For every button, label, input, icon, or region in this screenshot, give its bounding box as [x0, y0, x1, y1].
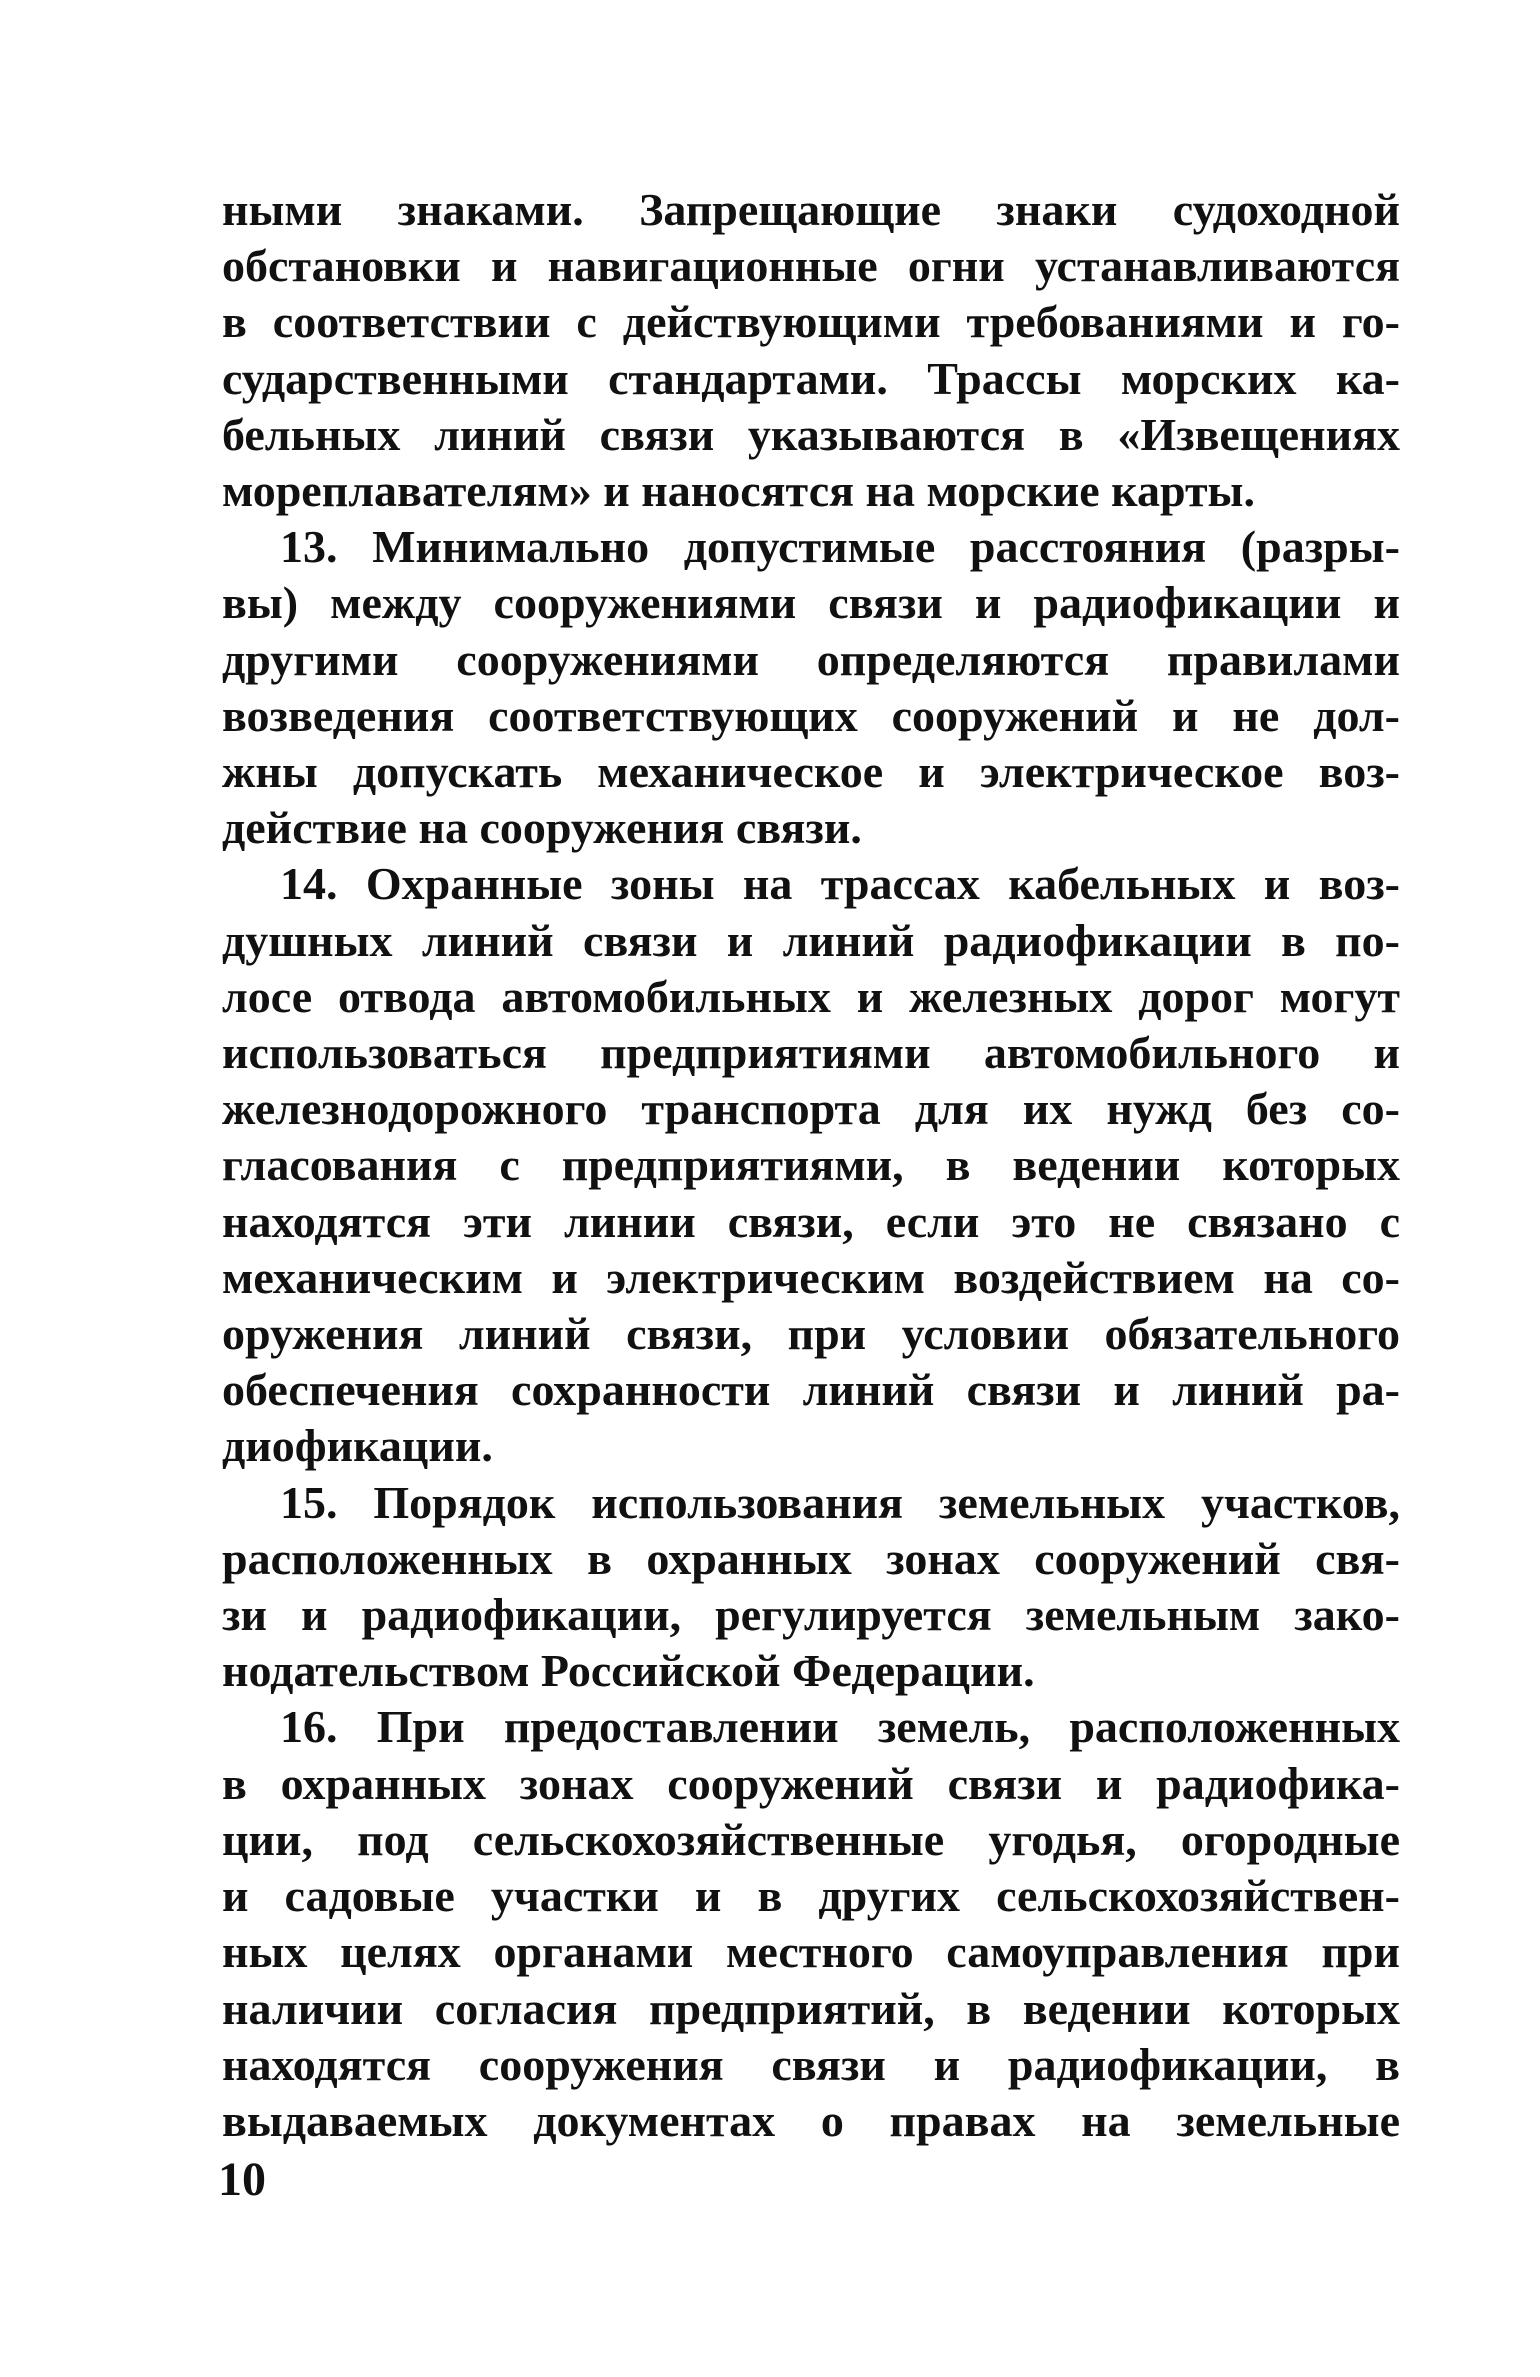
- text-line: бельных линий связи указываются в «Извещениях: [222, 408, 1400, 460]
- page-number: 10: [218, 2153, 266, 2206]
- text-line: 15. Порядок использования земельных участков,: [280, 1476, 1400, 1528]
- paragraph: [222, 519, 1400, 856]
- paragraph: [222, 856, 1400, 1474]
- text-line: обстановки и навигационные огни устанавливаются: [222, 240, 1400, 292]
- text-line: ных целях органами местного самоуправления при: [222, 1926, 1400, 1978]
- text-line: выдаваемых документах о правах на земельные: [222, 2094, 1400, 2146]
- paragraph: [222, 1475, 1400, 1700]
- text-line: мореплавателям» и наносятся на морские карты.: [222, 465, 1255, 517]
- paragraph: [222, 182, 1400, 519]
- text-line: ции, под сельскохозяйственные угодья, огородные: [222, 1813, 1400, 1865]
- text-line: лосе отвода автомобильных и железных дорог могут: [222, 970, 1400, 1022]
- text-line: обеспечения сохранности линий связи и линий ра-: [222, 1364, 1400, 1416]
- text-line: использоваться предприятиями автомобильного и: [222, 1027, 1400, 1079]
- text-line: находятся сооружения связи и радиофикации, в: [222, 2038, 1400, 2090]
- text-line: душных линий связи и линий радиофикации в по-: [222, 914, 1400, 966]
- text-line: нодательством Российской Федерации.: [222, 1645, 1035, 1697]
- paragraph: [222, 1699, 1400, 2149]
- text-line: в охранных зонах сооружений связи и радиофика-: [222, 1757, 1400, 1809]
- text-line: в соответствии с действующими требованиями и го-: [222, 296, 1400, 348]
- text-line: сударственными стандартами. Трассы морских ка-: [222, 352, 1400, 404]
- text-line: ными знаками. Запрещающие знаки судоходной: [222, 184, 1400, 235]
- text-line: вы) между сооружениями связи и радиофикации и: [222, 577, 1400, 629]
- text-line: гласования с предприятиями, в ведении которых: [222, 1139, 1400, 1191]
- text-line: 13. Минимально допустимые расстояния (разры-: [280, 521, 1400, 573]
- text-line: наличии согласия предприятий, в ведении которых: [222, 1982, 1400, 2034]
- text-line: механическим и электрическим воздействием на со-: [222, 1251, 1400, 1303]
- text-line: железнодорожного транспорта для их нужд без со-: [222, 1083, 1400, 1135]
- text-line: жны допускать механическое и электрическое воз-: [222, 746, 1400, 798]
- body-text: [222, 182, 1400, 2149]
- text-line: другими сооружениями определяются правилами: [222, 633, 1400, 685]
- text-line: действие на сооружения связи.: [222, 802, 862, 854]
- text-line: находятся эти линии связи, если это не связано с: [222, 1195, 1400, 1247]
- text-line: и садовые участки и в других сельскохозяйствен-: [222, 1870, 1400, 1922]
- text-line: диофикации.: [222, 1420, 493, 1472]
- text-line: возведения соответствующих сооружений и не дол-: [222, 689, 1400, 741]
- text-line: 14. Охранные зоны на трассах кабельных и воз-: [280, 858, 1400, 910]
- text-line: 16. При предоставлении земель, расположенных: [280, 1701, 1400, 1753]
- text-line: зи и радиофикации, регулируется земельным зако-: [222, 1589, 1400, 1641]
- text-line: расположенных в охранных зонах сооружений свя-: [222, 1532, 1400, 1584]
- text-line: оружения линий связи, при условии обязательного: [222, 1308, 1400, 1360]
